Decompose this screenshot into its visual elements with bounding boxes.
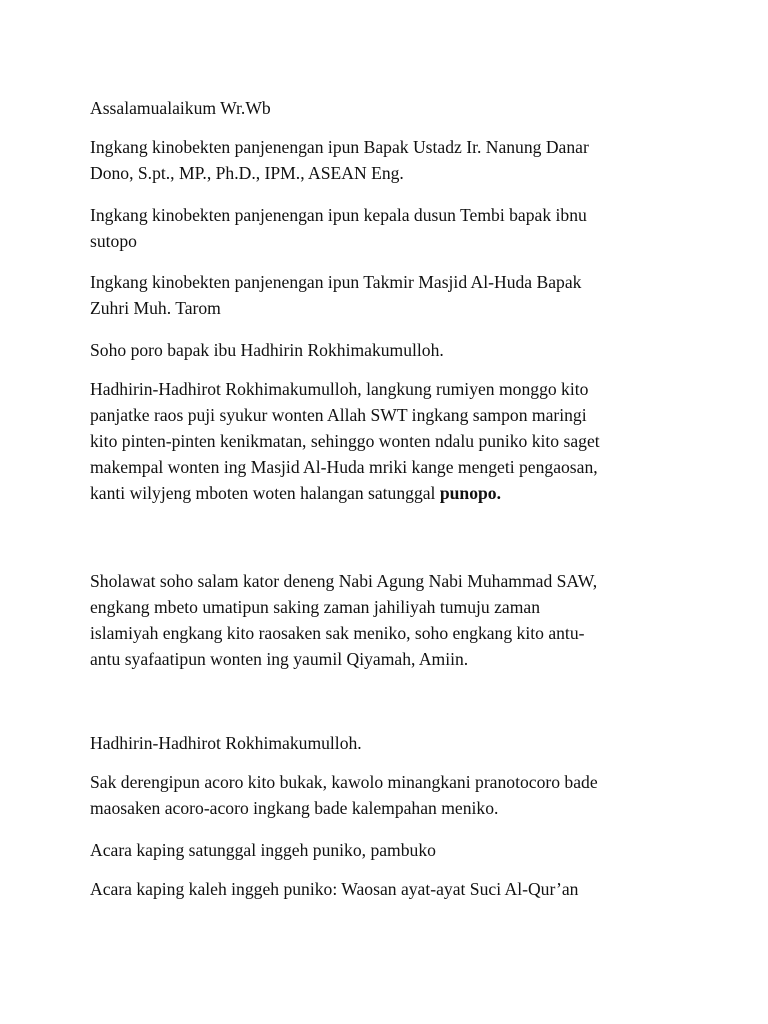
paragraph-line: Ingkang kinobekten panjenengan ipun Bapak Ustadz Ir. Nanung Danar [90,137,589,157]
paragraph-line: panjatke raos puji syukur wonten Allah SWT ingkang sampon maringi [90,405,587,425]
paragraph-acara-1: Acara kaping satunggal inggeh puniko, pambuko [90,840,436,860]
paragraph-puji-syukur [90,376,690,506]
greeting: Assalamualaikum Wr.Wb [90,98,271,118]
paragraph-line: Hadhirin-Hadhirot Rokhimakumulloh, langkung rumiyen monggo kito [90,379,589,399]
paragraph-line: antu syafaatipun wonten ing yaumil Qiyamah, Amiin. [90,649,469,669]
paragraph-line: sutopo [90,231,137,251]
paragraph-line: Ingkang kinobekten panjenengan ipun Takmir Masjid Al-Huda Bapak [90,272,582,292]
paragraph-hadhirin: Soho poro bapak ibu Hadhirin Rokhimakumulloh. [90,340,444,360]
paragraph-line: Zuhri Muh. Tarom [90,298,221,318]
paragraph-line: kito pinten-pinten kenikmatan, sehinggo wonten ndalu puniko kito saget [90,431,600,451]
paragraph-line: engkang mbeto umatipun saking zaman jahiliyah tumuju zaman [90,597,540,617]
paragraph-line: maosaken acoro-acoro ingkang bade kalempahan meniko. [90,798,499,818]
paragraph-line: Sholawat soho salam kator deneng Nabi Agung Nabi Muhammad SAW, [90,571,598,591]
paragraph-ustadz [90,134,690,186]
paragraph-acara-2: Acara kaping kaleh inggeh puniko: Waosan ayat-ayat Suci Al-Qur’an [90,879,579,899]
paragraph-takmir [90,269,690,321]
paragraph-sholawat [90,568,690,672]
paragraph-line [90,480,690,506]
bold-word: punopo. [439,483,501,503]
line-text: kanti wilyjeng mboten woten halangan satunggal [90,483,440,503]
paragraph-line: makempal wonten ing Masjid Al-Huda mriki kange mengeti pengaosan, [90,457,598,477]
paragraph-hadhirin-2: Hadhirin-Hadhirot Rokhimakumulloh. [90,733,362,753]
paragraph-line: islamiyah engkang kito raosaken sak meniko, soho engkang kito antu- [90,623,585,643]
paragraph-line: Ingkang kinobekten panjenengan ipun kepala dusun Tembi bapak ibnu [90,205,587,225]
paragraph-line: Sak derengipun acoro kito bukak, kawolo minangkani pranotocoro bade [90,772,598,792]
paragraph-line: Dono, S.pt., MP., Ph.D., IPM., ASEAN Eng. [90,163,404,183]
paragraph-kepala-dusun [90,202,690,254]
paragraph-derengipun [90,769,690,821]
